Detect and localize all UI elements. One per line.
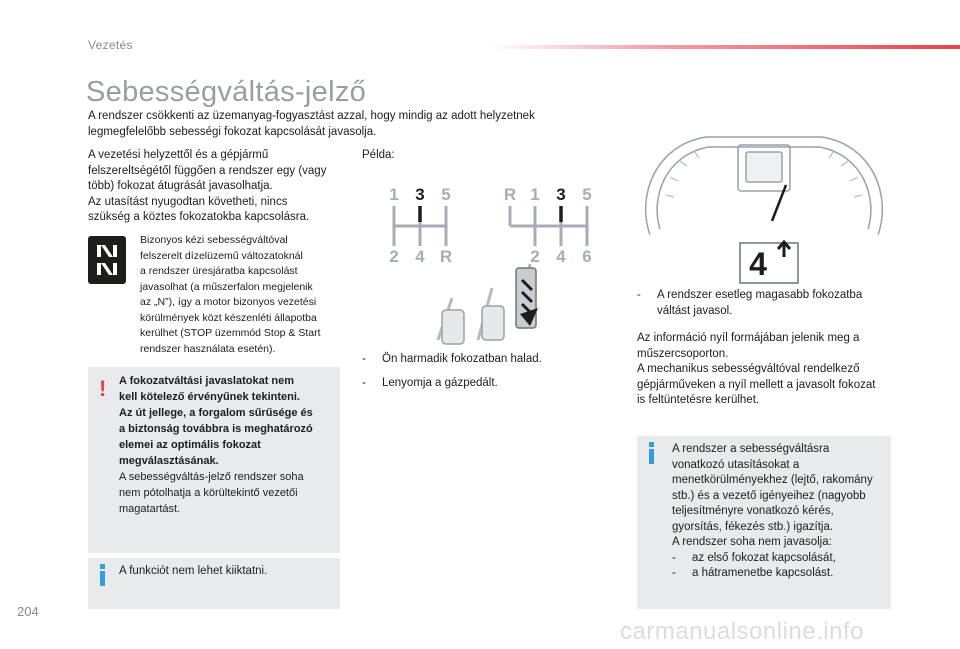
neutral-indicator-icon — [88, 236, 126, 284]
gear2-top-label: R — [503, 185, 517, 204]
gear1-top-label: 3 — [415, 185, 425, 204]
gear1-bottom-label: 4 — [415, 247, 425, 266]
gear2-bottom-label: 4 — [556, 247, 566, 266]
instrument-cluster-illustration — [636, 125, 892, 295]
section-title: Vezetés — [88, 38, 133, 52]
gearshift-example-illustration — [360, 180, 610, 360]
gear2-bottom-label: 2 — [530, 247, 540, 266]
col1-paragraph: A vezetési helyzettől és a gépjármű felszereltségétől függően a rendszer egy (vagy több) fokozat átugrását javasolhatja. Az utasítást nyugodtan követheti, nincs szükség a köztes fokozatokba kapcsolásra. — [88, 149, 327, 223]
neutral-n-glyph-icon — [88, 236, 126, 284]
gear2-top-label: 3 — [556, 185, 566, 204]
gear1-bottom-label: R — [439, 247, 453, 266]
gear1-top-label: 5 — [441, 185, 451, 204]
upshift-bullet: - A rendszer esetleg magasabb fokozatba váltást javasol. — [637, 289, 863, 317]
gear1-top-label: 1 — [389, 185, 399, 204]
info-icon — [98, 564, 108, 586]
example-label: Példa: — [362, 149, 395, 161]
header-accent-bar — [490, 45, 960, 49]
gear2-top-label: 5 — [582, 185, 592, 204]
neutral-note: Bizonyos kézi sebességváltóval felszerelt dízelüzemű változatoknál a rendszer üresjáratba kapcsolást javasolhat (a műszerfalon megjelenik az „N”), így a motor bizonyos vezetési körülmények közt készenléti állapotba kerülhet (STOP üzemmód Stop & Start rendszer használata esetén). — [140, 234, 321, 355]
pedals-icon — [438, 264, 538, 344]
warning-exclamation-icon: ! — [99, 376, 107, 401]
gear1-bottom-label: 2 — [389, 247, 399, 266]
info-icon — [647, 442, 657, 464]
col3-paragraph: Az információ nyíl formájában jelenik meg a műszercsoporton. A mechanikus sebességváltóval rendelkező gépjárműveken a nyíl mellett a javasolt fokozat is feltüntetésre kerülhet. — [637, 332, 876, 406]
warning-text: A fokozatváltási javaslatokat nem kell kötelező érvényűnek tekinteni. Az út jellege, a forgalom sűrűsége és a biztonság továbbra is meghatározó elemei az optimális fokozat megválasztásának. A sebességváltás-jelző rendszer soha nem pótolhatja a körültekintő vezetői magatartást. — [119, 375, 313, 515]
page-title: Sebességváltás-jelző — [86, 76, 367, 108]
intro-paragraph: A rendszer csökkenti az üzemanyag-fogyasztást azzal, hogy mindig az adott helyzetnek legmegfelelőbb sebességi fokozat kapcsolását javasolja. — [88, 110, 535, 138]
watermark: carmanualsonline.info — [620, 618, 864, 645]
gear2-top-label: 1 — [530, 185, 540, 204]
info-text-deactivate: A funkciót nem lehet kiiktatni. — [119, 565, 268, 577]
gear2-bottom-label: 6 — [582, 247, 592, 266]
info-text-adaptation: A rendszer a sebességváltásra vonatkozó utasításokat a menetkörülményekhez (lejtő, rakomány stb.) és a vezető igényeihez (nagyobb teljesítményre vonatkozó kérés, gyorsítás, fékezés stb.) igazítja. A rendszer soha nem javasolja: - az első fokozat kapcsolását, - a hátramenetbe kapcsolást. — [672, 443, 873, 579]
page-number: 204 — [17, 604, 39, 619]
display-gear-digit: 4 — [749, 246, 767, 282]
step-list: - Ön harmadik fokozatban halad. - Lenyomja a gázpedált. — [362, 353, 542, 389]
